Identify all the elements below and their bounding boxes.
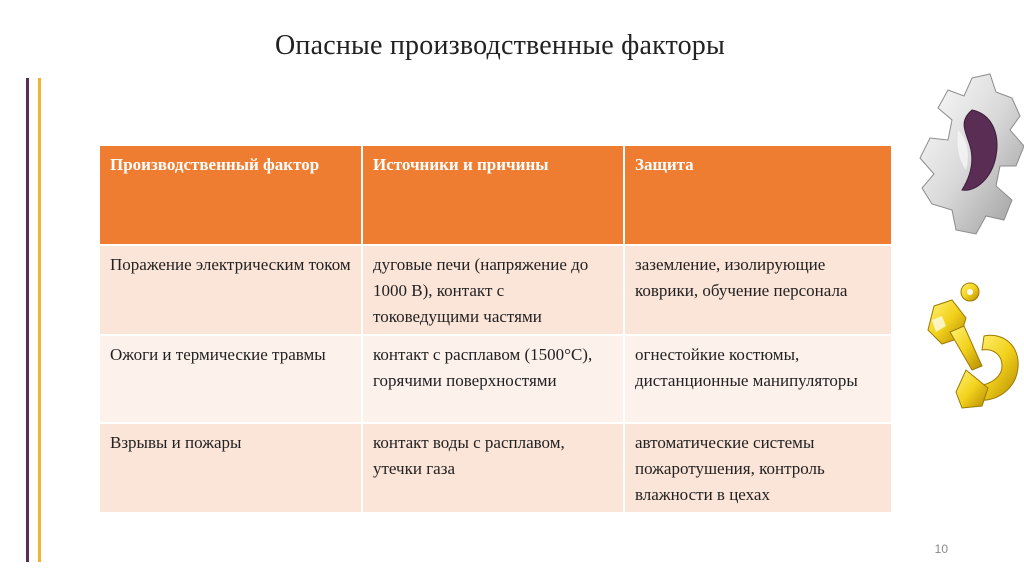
cell-factor: Взрывы и пожары xyxy=(100,423,362,512)
table-header-row xyxy=(100,146,891,245)
hazard-factors-table xyxy=(100,146,891,512)
left-accent-bar-purple xyxy=(26,78,29,562)
silver-gear-icon xyxy=(920,74,1024,234)
cell-protection: огнестойкие костюмы, дистанционные манипуляторы xyxy=(624,335,891,423)
cell-factor: Ожоги и термические травмы xyxy=(100,335,362,423)
page-number: 10 xyxy=(934,542,948,556)
header-sources: Источники и причины xyxy=(362,146,624,245)
header-factor: Производственный фактор xyxy=(100,146,362,245)
table-row xyxy=(100,245,891,335)
gold-gears-icon xyxy=(928,283,1018,408)
cell-factor: Поражение электрическим током xyxy=(100,245,362,335)
cell-protection: автоматические системы пожаротушения, контроль влажности в цехах xyxy=(624,423,891,512)
cell-sources: контакт с расплавом (1500°С), горячими поверхностями xyxy=(362,335,624,423)
header-protection: Защита xyxy=(624,146,891,245)
table-row xyxy=(100,423,891,512)
cell-sources: контакт воды с расплавом, утечки газа xyxy=(362,423,624,512)
gears-decoration-icon xyxy=(912,70,1024,420)
table-row xyxy=(100,335,891,423)
cell-protection: заземление, изолирующие коврики, обучение персонала xyxy=(624,245,891,335)
slide-title: Опасные производственные факторы xyxy=(274,30,726,61)
left-accent-bar-gold xyxy=(38,78,41,562)
cell-sources: дуговые печи (напряжение до 1000 В), контакт с токоведущими частями xyxy=(362,245,624,335)
